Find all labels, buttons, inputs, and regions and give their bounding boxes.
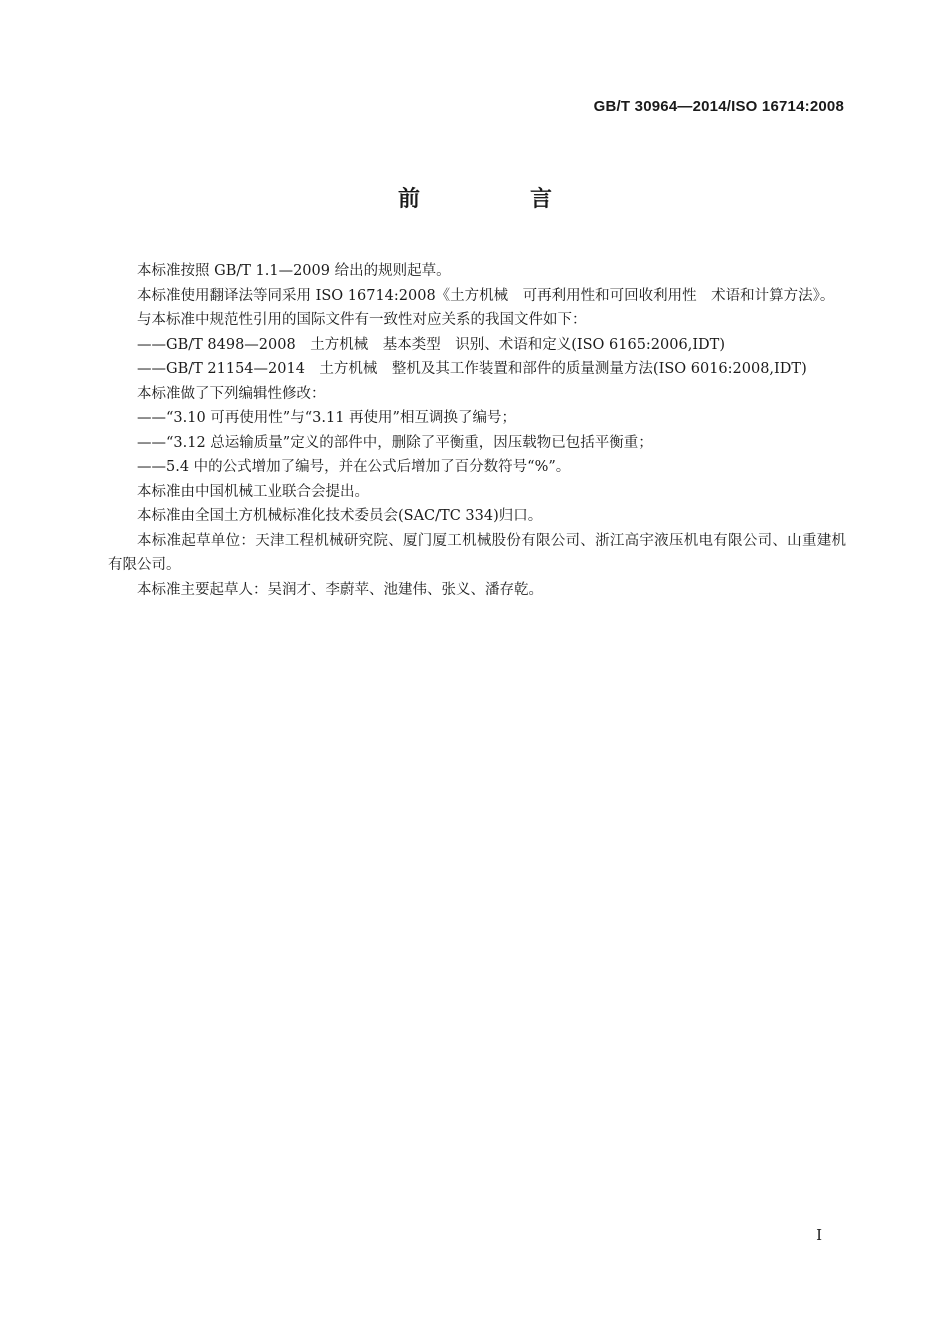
paragraph-drafting-rules: 本标准按照 GB/T 1.1—2009 给出的规则起草。 bbox=[137, 263, 451, 279]
paragraph-proposer: 本标准由中国机械工业联合会提出。 bbox=[137, 483, 369, 500]
standard-code-header: GB/T 30964—2014/ISO 16714:2008 bbox=[593, 98, 844, 115]
editorial-change-item: ——5.4 中的公式增加了编号，并在公式后增加了百分数符号“%”。 bbox=[137, 459, 571, 475]
editorial-change-item: ——“3.10 可再使用性”与“3.11 再使用”相互调换了编号； bbox=[137, 410, 516, 426]
paragraph-references-intro: 与本标准中规范性引用的国际文件有一致性对应关系的我国文件如下： bbox=[137, 312, 587, 328]
reference-item: ——GB/T 21154—2014 土方机械 整机及其工作装置和部件的质量测量方法(ISO 6016:2008,IDT) bbox=[137, 361, 807, 377]
paragraph-adoption: 本标准使用翻译法等同采用 ISO 16714:2008《土方机械 可再利用性和可回收利用性 术语和计算方法》。 bbox=[137, 287, 835, 304]
page-title: 前 言 bbox=[397, 187, 596, 212]
paragraph-drafters: 本标准主要起草人：吴润才、李蔚苹、池建伟、张义、潘存乾。 bbox=[137, 581, 543, 598]
reference-item: ——GB/T 8498—2008 土方机械 基本类型 识别、术语和定义(ISO 6165:2006,IDT) bbox=[137, 336, 725, 353]
paragraph-drafting-units: 本标准起草单位：天津工程机械研究院、厦门厦工机械股份有限公司、浙江高宇液压机电有限公司、山重建机有限公司。 bbox=[108, 532, 846, 573]
editorial-change-item: ——“3.12 总运输质量”定义的部件中，删除了平衡重，因压载物已包括平衡重； bbox=[137, 434, 653, 451]
paragraph-editorial-intro: 本标准做了下列编辑性修改： bbox=[137, 385, 326, 402]
foreword-body bbox=[108, 259, 846, 602]
paragraph-committee: 本标准由全国土方机械标准化技术委员会(SAC/TC 334)归口。 bbox=[137, 508, 543, 524]
page-number: I bbox=[816, 1226, 822, 1244]
